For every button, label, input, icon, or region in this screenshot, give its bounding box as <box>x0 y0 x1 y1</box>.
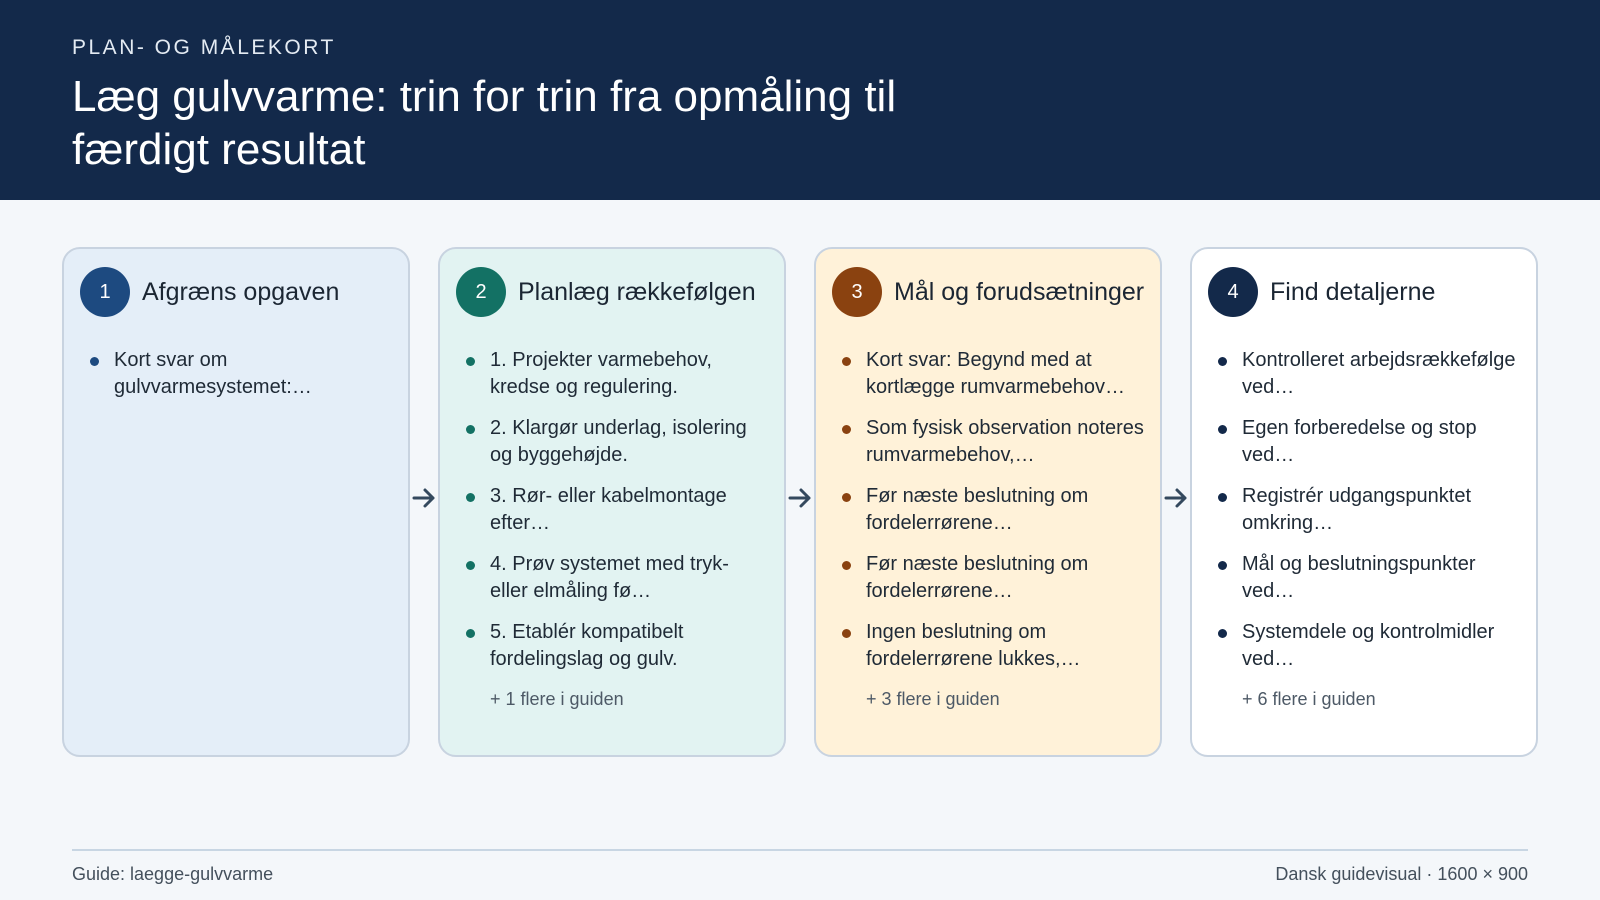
footer-divider <box>72 849 1528 851</box>
list-item <box>1218 483 1520 537</box>
list-item-text: 2. Klargør underlag, isolering og byggehøjde. <box>490 417 747 466</box>
bullet-icon <box>466 357 475 366</box>
arrow-right-icon <box>1163 483 1189 513</box>
bullet-icon <box>842 357 851 366</box>
bullet-icon <box>842 561 851 570</box>
card-title: Mål og forudsætninger <box>894 277 1145 306</box>
card-header <box>80 267 392 317</box>
list-item <box>466 415 768 469</box>
step-number-badge: 3 <box>832 267 882 317</box>
card-item-list <box>832 347 1144 673</box>
list-item-text: Før næste beslutning om fordelerrørene… <box>866 485 1089 534</box>
list-item <box>466 619 768 673</box>
list-item-text: Kort svar: Begynd med at kortlægge rumvarmebehov… <box>866 349 1125 398</box>
step-number-badge: 4 <box>1208 267 1258 317</box>
step-card-1 <box>62 247 410 757</box>
card-title: Planlæg rækkefølgen <box>518 277 756 306</box>
list-item-text: Før næste beslutning om fordelerrørene… <box>866 553 1089 602</box>
step-number-badge: 1 <box>80 267 130 317</box>
list-item <box>90 347 392 401</box>
arrow-right-icon <box>411 483 437 513</box>
card-header <box>1208 267 1520 317</box>
list-item-text: Kort svar om gulvvarmesystemet:… <box>114 349 312 398</box>
card-item-list <box>456 347 768 673</box>
list-item-text: 4. Prøv systemet med tryk- eller elmåling fø… <box>490 553 729 602</box>
eyebrow: PLAN- OG MÅLEKORT <box>72 36 336 59</box>
more-in-guide-note: + 1 flere i guiden <box>490 689 624 709</box>
more-in-guide-note: + 6 flere i guiden <box>1242 689 1376 709</box>
list-item <box>466 551 768 605</box>
list-item <box>842 551 1144 605</box>
list-item <box>466 347 768 401</box>
header <box>0 0 1600 200</box>
list-item-text: Mål og beslutningspunkter ved… <box>1242 553 1476 602</box>
list-item <box>842 483 1144 537</box>
list-item <box>1218 619 1520 673</box>
list-item <box>1218 415 1520 469</box>
bullet-icon <box>466 425 475 434</box>
card-title: Find detaljerne <box>1270 277 1436 306</box>
bullet-icon <box>466 629 475 638</box>
card-header <box>832 267 1144 317</box>
step-card-2 <box>438 247 786 757</box>
bullet-icon <box>842 629 851 638</box>
more-in-guide-note: + 3 flere i guiden <box>866 689 1000 709</box>
bullet-icon <box>842 425 851 434</box>
list-item <box>842 619 1144 673</box>
bullet-icon <box>466 493 475 502</box>
list-item-text: 5. Etablér kompatibelt fordelingslag og gulv. <box>490 621 684 670</box>
list-item-text: 1. Projekter varmebehov, kredse og regulering. <box>490 349 712 398</box>
list-item-text: 3. Rør- eller kabelmontage efter… <box>490 485 727 534</box>
bullet-icon <box>1218 629 1227 638</box>
step-number-badge: 2 <box>456 267 506 317</box>
card-item-list <box>80 347 392 401</box>
bullet-icon <box>90 357 99 366</box>
bullet-icon <box>466 561 475 570</box>
bullet-icon <box>1218 493 1227 502</box>
page-title: Læg gulvvarme: trin for trin fra opmåling til færdigt resultat <box>72 72 897 174</box>
list-item <box>1218 551 1520 605</box>
card-title: Afgræns opgaven <box>142 277 340 306</box>
bullet-icon <box>1218 357 1227 366</box>
footer-guide-label: Guide: laegge-gulvvarme <box>72 864 274 884</box>
card-item-list <box>1208 347 1520 673</box>
bullet-icon <box>1218 561 1227 570</box>
card-header <box>456 267 768 317</box>
list-item-text: Som fysisk observation noteres rumvarmebehov,… <box>866 417 1144 466</box>
bullet-icon <box>842 493 851 502</box>
list-item <box>1218 347 1520 401</box>
arrow-right-icon <box>787 483 813 513</box>
list-item <box>842 415 1144 469</box>
footer-meta: Dansk guidevisual · 1600 × 900 <box>1275 864 1528 884</box>
list-item-text: Kontrolleret arbejdsrækkefølge ved… <box>1242 349 1516 398</box>
list-item-text: Egen forberedelse og stop ved… <box>1242 417 1477 466</box>
step-card-3 <box>814 247 1162 757</box>
list-item-text: Ingen beslutning om fordelerrørene lukkes,… <box>866 621 1081 670</box>
step-card-4 <box>1190 247 1538 757</box>
list-item <box>466 483 768 537</box>
list-item <box>842 347 1144 401</box>
list-item-text: Registrér udgangspunktet omkring… <box>1242 485 1472 534</box>
list-item-text: Systemdele og kontrolmidler ved… <box>1242 621 1495 670</box>
bullet-icon <box>1218 425 1227 434</box>
